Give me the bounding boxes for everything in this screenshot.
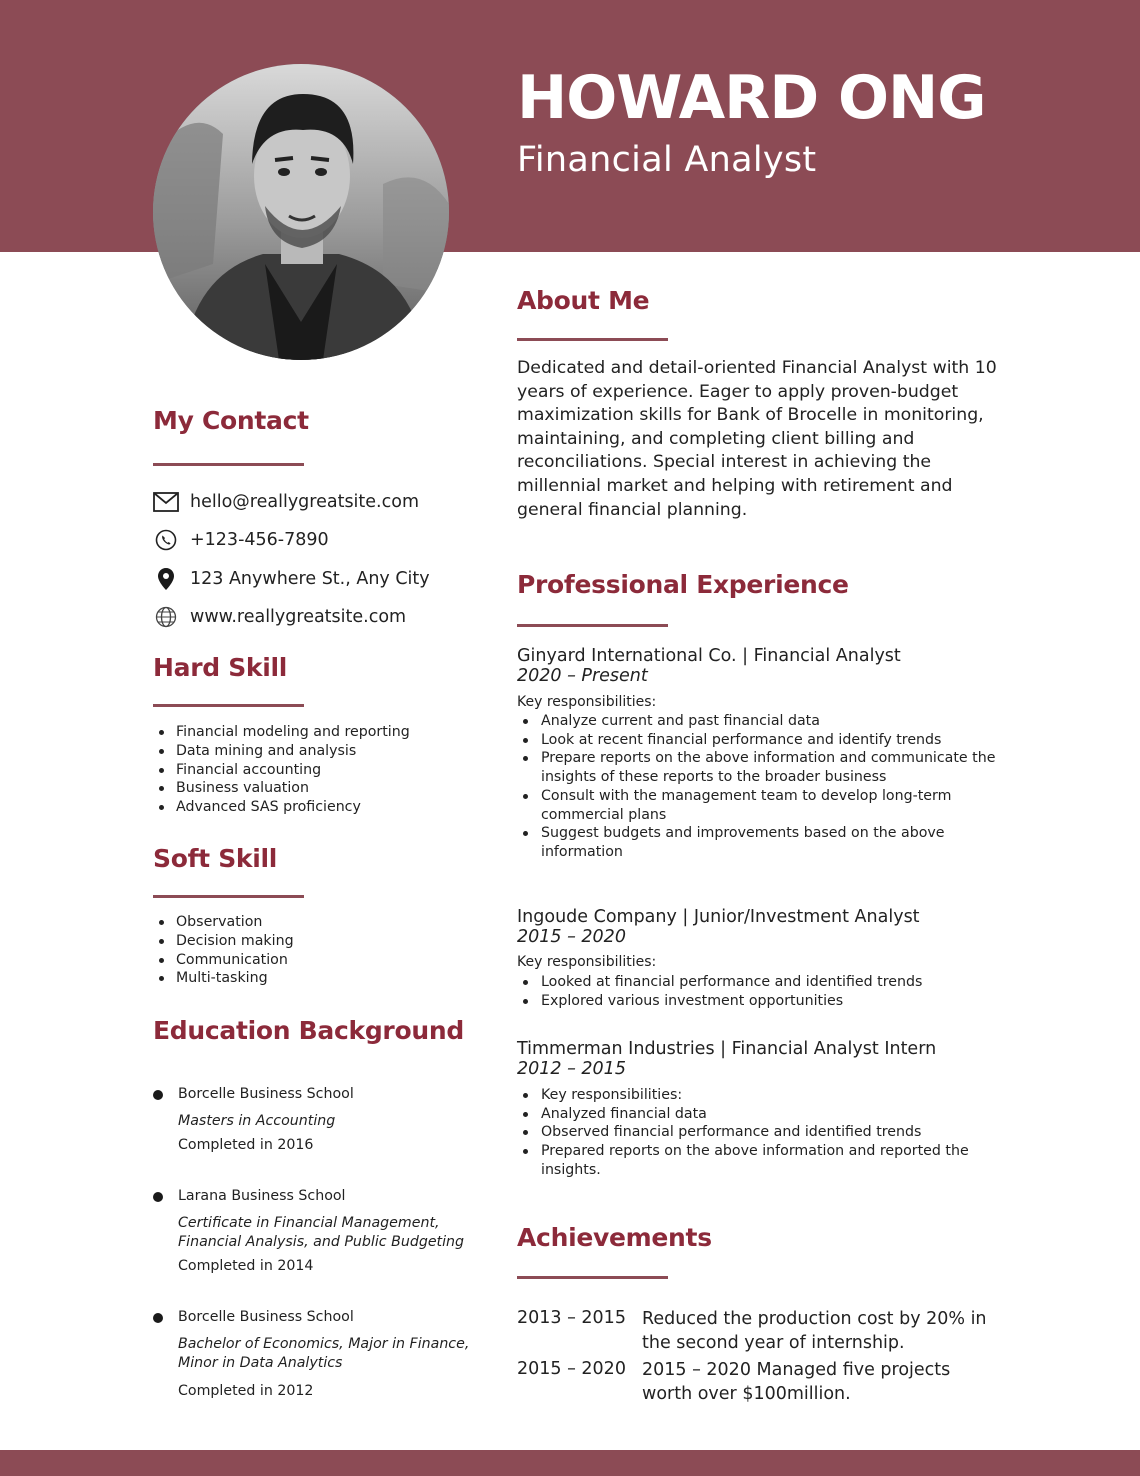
education-completed: Completed in 2016 [178, 1137, 314, 1153]
list-item: Analyze current and past financial data [517, 712, 1007, 731]
education-degree: Financial Analysis, and Public Budgeting [178, 1234, 465, 1250]
soft-skill-heading: Soft Skill [153, 844, 278, 873]
experience-rule [517, 624, 668, 627]
list-item: Consult with the management team to develop long-term commercial plans [517, 787, 1007, 824]
job-key-label: Key responsibilities: [517, 694, 657, 710]
job-dates: 2015 – 2020 [517, 927, 626, 947]
list-item: Suggest budgets and improvements based on the above information [517, 824, 1007, 861]
contact-address-text: 123 Anywhere St., Any City [190, 569, 430, 589]
list-item: Analyzed financial data [517, 1105, 1007, 1124]
job-responsibilities [517, 1086, 1007, 1180]
list-item: Multi-tasking [153, 969, 294, 988]
profile-title: Financial Analyst [517, 140, 817, 180]
bullet-dot [153, 1090, 163, 1100]
job-dates: 2020 – Present [517, 666, 648, 686]
list-item: Prepare reports on the above information and communicate the insights of these reports to the broader business [517, 749, 1007, 786]
experience-heading: Professional Experience [517, 570, 849, 599]
job-key-label: Key responsibilities: [517, 954, 657, 970]
list-item: Observed financial performance and identified trends [517, 1123, 1007, 1142]
list-item: Key responsibilities: [517, 1086, 1007, 1105]
achievements-rule [517, 1276, 668, 1279]
education-school: Larana Business School [178, 1188, 346, 1204]
profile-name: HOWARD ONG [517, 63, 986, 133]
bullet-dot [153, 1192, 163, 1202]
footer-band [0, 1450, 1140, 1476]
hard-skill-rule [153, 704, 304, 707]
contact-phone[interactable] [153, 527, 329, 553]
job-title: Ginyard International Co. | Financial Analyst [517, 646, 901, 666]
education-degree: Certificate in Financial Management, [178, 1215, 440, 1231]
list-item: Explored various investment opportunities [517, 992, 1007, 1011]
job-title: Ingoude Company | Junior/Investment Analyst [517, 907, 920, 927]
soft-skill-list [153, 913, 294, 988]
list-item: Looked at financial performance and identified trends [517, 973, 1007, 992]
contact-email-text: hello@reallygreatsite.com [190, 492, 419, 512]
about-heading: About Me [517, 286, 650, 315]
education-degree: Bachelor of Economics, Major in Finance, [178, 1336, 470, 1352]
mail-icon [153, 489, 179, 515]
list-item: Business valuation [153, 779, 410, 798]
list-item: Decision making [153, 932, 294, 951]
education-heading: Education Background [153, 1016, 464, 1045]
job-responsibilities [517, 973, 1007, 1010]
list-item: Communication [153, 951, 294, 970]
contact-email[interactable] [153, 489, 419, 515]
education-completed: Completed in 2014 [178, 1258, 314, 1274]
hard-skill-list [153, 723, 410, 817]
map-pin-icon [153, 566, 179, 592]
globe-icon [153, 604, 179, 630]
education-school: Borcelle Business School [178, 1086, 354, 1102]
list-item: Financial accounting [153, 761, 410, 780]
list-item: Financial modeling and reporting [153, 723, 410, 742]
achievements-heading: Achievements [517, 1223, 712, 1252]
list-item: Observation [153, 913, 294, 932]
about-text: Dedicated and detail-oriented Financial Analyst with 10 years of experience. Eager to apply proven-budget maximization skills for Bank of Brocelle in monitoring, maintaining, and completing client billing and reconciliations. Special interest in achieving the millennial market and helping with retirement and general financial planning. [517, 358, 997, 520]
bullet-dot [153, 1313, 163, 1323]
education-completed: Completed in 2012 [178, 1383, 314, 1399]
achievement-text: Reduced the production cost by 20% in the second year of internship. [642, 1309, 987, 1353]
list-item: Data mining and analysis [153, 742, 410, 761]
list-item: Look at recent financial performance and identify trends [517, 731, 1007, 750]
soft-skill-rule [153, 895, 304, 898]
hard-skill-heading: Hard Skill [153, 653, 288, 682]
contact-address [153, 566, 430, 592]
contact-website-text: www.reallygreatsite.com [190, 607, 407, 627]
achievement-years: 2013 – 2015 [517, 1308, 626, 1328]
achievement-text: 2015 – 2020 Managed five projects worth over $100million. [642, 1360, 951, 1404]
profile-photo [153, 64, 449, 360]
phone-icon [153, 527, 179, 553]
list-item: Prepared reports on the above information and reported the insights. [517, 1142, 1007, 1179]
about-rule [517, 338, 668, 341]
education-degree: Minor in Data Analytics [178, 1355, 343, 1371]
job-responsibilities [517, 712, 1007, 862]
list-item: Advanced SAS proficiency [153, 798, 410, 817]
education-degree: Masters in Accounting [178, 1113, 336, 1129]
achievement-years: 2015 – 2020 [517, 1359, 626, 1379]
contact-phone-text: +123-456-7890 [190, 530, 329, 550]
job-title: Timmerman Industries | Financial Analyst Intern [517, 1039, 937, 1059]
contact-heading: My Contact [153, 406, 309, 435]
contact-rule [153, 463, 304, 466]
education-school: Borcelle Business School [178, 1309, 354, 1325]
contact-website[interactable] [153, 604, 406, 630]
job-dates: 2012 – 2015 [517, 1059, 626, 1079]
